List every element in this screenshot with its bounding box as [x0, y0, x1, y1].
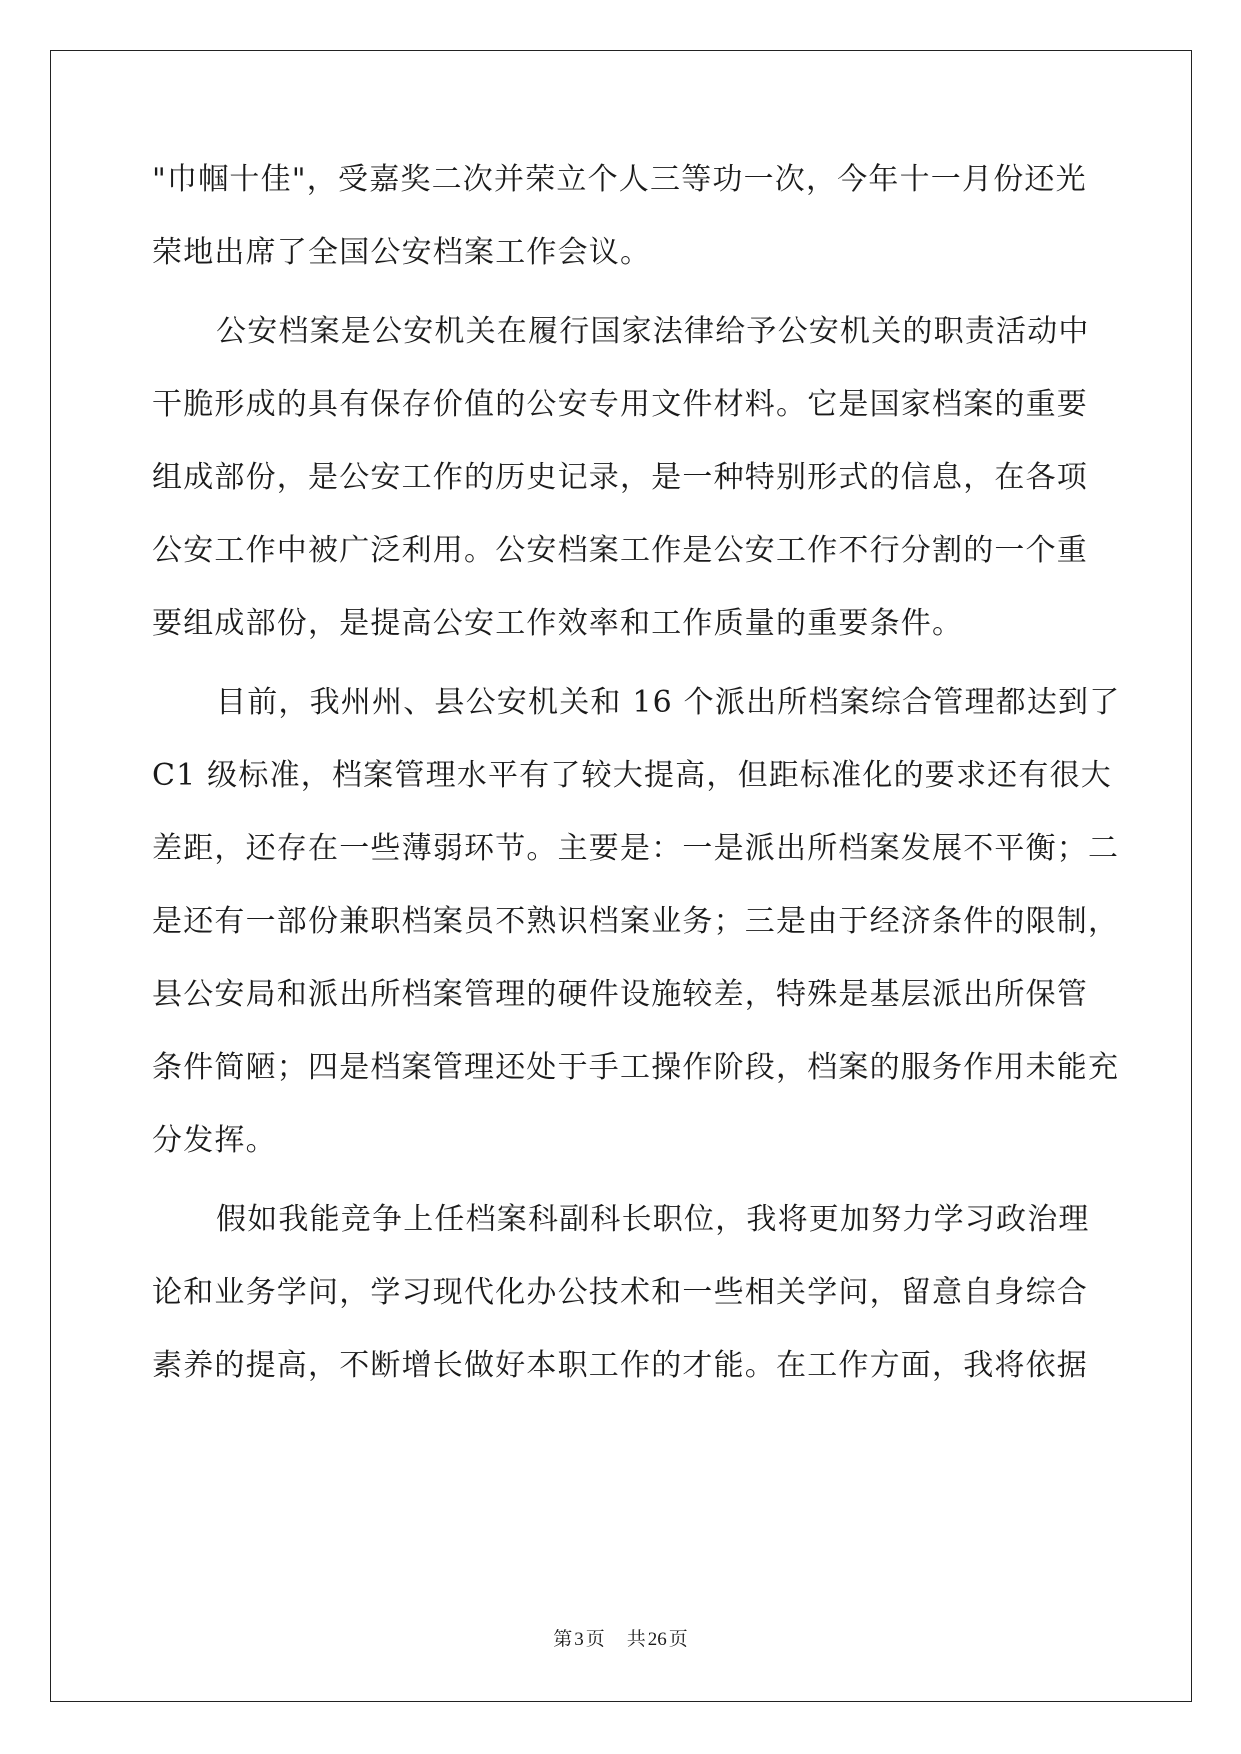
text-line: 是还有一部份兼职档案员不熟识档案业务；三是由于经济条件的限制，	[152, 904, 1120, 939]
page-prefix: 第	[553, 1628, 573, 1650]
page-footer	[0, 1627, 1241, 1652]
text-line: 差距，还存在一些薄弱环节。主要是：一是派出所档案发展不平衡；二	[152, 831, 1120, 866]
text-line: 荣地出席了全国公安档案工作会议。	[152, 235, 652, 270]
total-suffix: 页	[668, 1628, 688, 1650]
page-number: 3	[574, 1629, 584, 1650]
text-line: 素养的提高，不断增长做好本职工作的才能。在工作方面，我将依据	[152, 1348, 1088, 1383]
text-line: 假如我能竞争上任档案科副科长职位，我将更加努力学习政治理	[216, 1202, 1090, 1237]
text-line: 公安工作中被广泛利用。公安档案工作是公安工作不行分割的一个重	[152, 533, 1088, 568]
total-pages: 26	[647, 1629, 667, 1650]
text-line: 县公安局和派出所档案管理的硬件设施较差，特殊是基层派出所保管	[152, 977, 1088, 1012]
text-line: 条件简陋；四是档案管理还处于手工操作阶段，档案的服务作用未能充	[152, 1050, 1120, 1085]
text-line: 论和业务学问，学习现代化办公技术和一些相关学问，留意自身综合	[152, 1275, 1088, 1310]
page-border	[50, 50, 1192, 1702]
text-line: 目前，我州州、县公安机关和 16 个派出所档案综合管理都达到了	[216, 685, 1121, 720]
text-line: 要组成部份，是提高公安工作效率和工作质量的重要条件。	[152, 606, 964, 641]
text-line: 公安档案是公安机关在履行国家法律给予公安机关的职责活动中	[216, 314, 1090, 349]
text-line: "巾帼十佳"，受嘉奖二次并荣立个人三等功一次，今年十一月份还光	[152, 162, 1087, 197]
text-line: 干脆形成的具有保存价值的公安专用文件材料。它是国家档案的重要	[152, 387, 1088, 422]
page-suffix: 页	[585, 1628, 605, 1650]
text-line: 分发挥。	[152, 1123, 277, 1158]
text-line: C1 级标准，档案管理水平有了较大提高，但距标准化的要求还有很大	[152, 758, 1112, 793]
text-line: 组成部份，是公安工作的历史记录，是一种特别形式的信息，在各项	[152, 460, 1088, 495]
total-prefix: 共	[626, 1628, 646, 1650]
